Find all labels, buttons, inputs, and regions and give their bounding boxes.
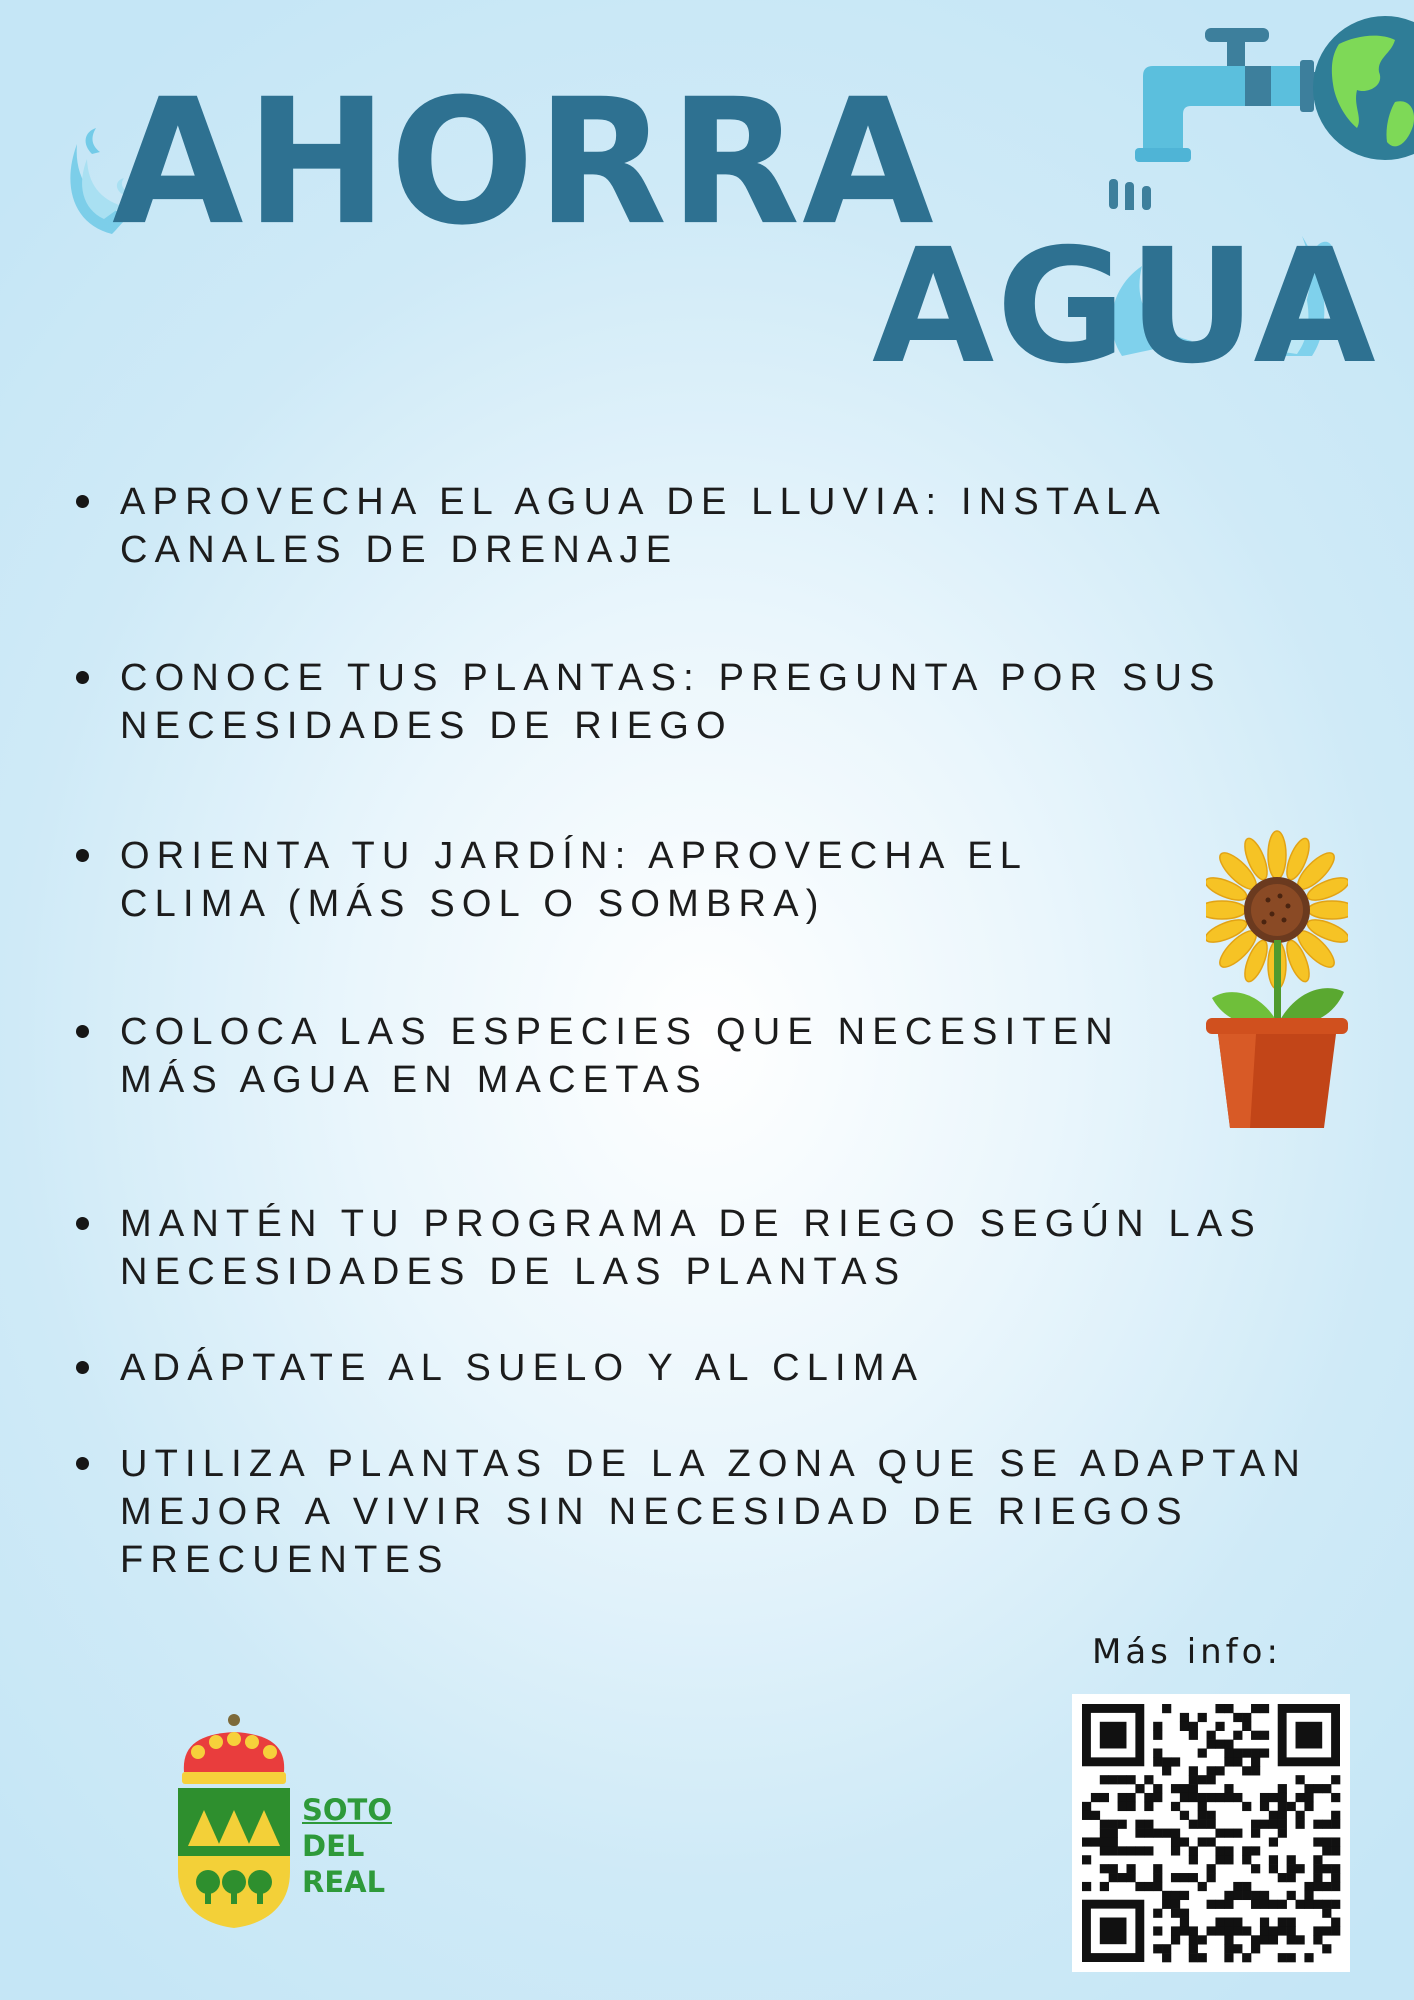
logo-line: REAL <box>302 1865 386 1899</box>
tip-text: APROVECHA EL AGUA DE LLUVIA: INSTALA CANALES DE DRENAJE <box>120 481 1165 571</box>
tip-text: ORIENTA TU JARDÍN: APROVECHA EL CLIMA (MÁS SOL O SOMBRA) <box>120 835 1027 925</box>
bullet-icon <box>76 495 89 508</box>
coat-of-arms-icon <box>178 1712 290 1930</box>
tip-item <box>70 1008 1340 1104</box>
tip-text: UTILIZA PLANTAS DE LA ZONA QUE SE ADAPTAN MEJOR A VIVIR SIN NECESIDAD DE RIEGOS FRECUENTES <box>120 1443 1308 1581</box>
more-info-label: Más info: <box>1092 1632 1282 1672</box>
crown-icon <box>182 1714 286 1784</box>
faucet-globe-illustration <box>1095 14 1414 210</box>
title-ahorra: AHORRA <box>112 62 936 264</box>
faucet-icon <box>1109 28 1337 210</box>
bullet-icon <box>76 1457 89 1470</box>
logo-line: DEL <box>302 1829 365 1863</box>
tip-item <box>70 478 1340 574</box>
tip-item <box>70 654 1340 750</box>
bullet-icon <box>76 849 89 862</box>
tip-text: COLOCA LAS ESPECIES QUE NECESITEN MÁS AGUA EN MACETAS <box>120 1011 1120 1101</box>
tip-item <box>70 1440 1340 1584</box>
tip-text: MANTÉN TU PROGRAMA DE RIEGO SEGÚN LAS NECESIDADES DE LAS PLANTAS <box>120 1203 1262 1293</box>
qr-code-icon[interactable] <box>1072 1694 1350 1972</box>
tip-item <box>70 1200 1340 1296</box>
shield-icon <box>178 1788 290 1928</box>
tip-text: ADÁPTATE AL SUELO Y AL CLIMA <box>120 1347 925 1389</box>
logo-wordmark <box>302 1792 392 1900</box>
tip-item <box>70 832 1340 928</box>
bullet-icon <box>76 671 89 684</box>
title-agua: AGUA <box>872 215 1378 399</box>
bullet-icon <box>76 1217 89 1230</box>
globe-icon <box>1313 16 1414 160</box>
bullet-icon <box>76 1025 89 1038</box>
tip-item <box>70 1344 1340 1392</box>
bullet-icon <box>76 1361 89 1374</box>
tip-text: CONOCE TUS PLANTAS: PREGUNTA POR SUS NECESIDADES DE RIEGO <box>120 657 1222 747</box>
sunflower-pot-icon <box>1206 828 1348 1130</box>
logo-line: SOTO <box>302 1793 392 1827</box>
